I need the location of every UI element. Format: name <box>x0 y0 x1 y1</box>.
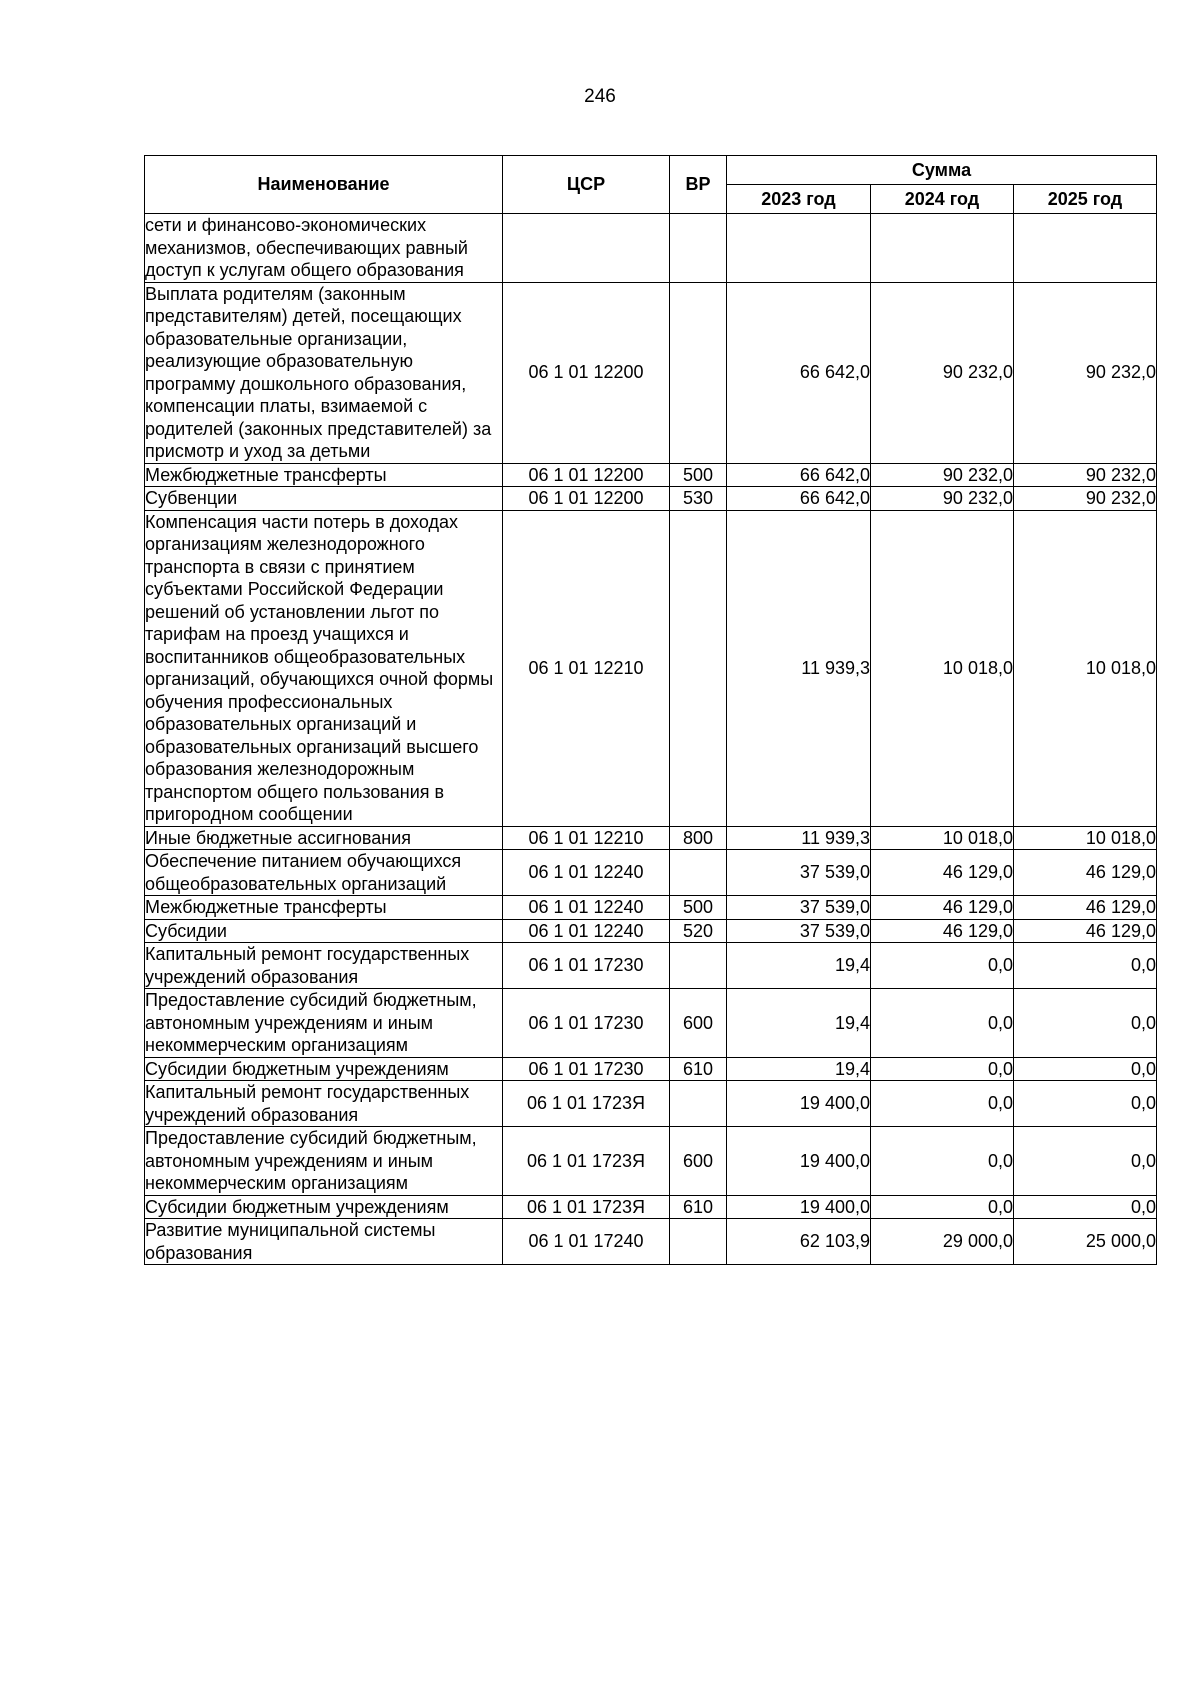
table-row <box>145 850 1157 896</box>
row-name-cell: Предоставление субсидий бюджетным, автономным учреждениям и иным некоммерческим организациям <box>145 989 503 1058</box>
header-name: Наименование <box>145 156 503 214</box>
row-sum-2024-cell: 0,0 <box>871 1127 1014 1196</box>
table-row <box>145 826 1157 850</box>
row-vr-cell <box>670 510 727 826</box>
row-name-cell: Субвенции <box>145 487 503 511</box>
table-row <box>145 989 1157 1058</box>
row-sum-2025-cell: 46 129,0 <box>1014 919 1157 943</box>
row-csr-cell: 06 1 01 12240 <box>503 896 670 920</box>
row-sum-2023-cell: 19 400,0 <box>727 1195 871 1219</box>
row-csr-cell: 06 1 01 17230 <box>503 989 670 1058</box>
row-sum-2025-cell: 10 018,0 <box>1014 826 1157 850</box>
row-name-cell: сети и финансово-экономических механизмов, обеспечивающих равный доступ к услугам общего образования <box>145 214 503 283</box>
row-vr-cell: 610 <box>670 1195 727 1219</box>
row-csr-cell: 06 1 01 12240 <box>503 919 670 943</box>
page-number: 246 <box>584 86 616 107</box>
table-row <box>145 1195 1157 1219</box>
budget-table <box>144 155 1157 1265</box>
row-sum-2025-cell <box>1014 214 1157 283</box>
row-name-cell: Межбюджетные трансферты <box>145 463 503 487</box>
table-row <box>145 919 1157 943</box>
row-sum-2023-cell: 11 939,3 <box>727 510 871 826</box>
row-name-cell: Субсидии <box>145 919 503 943</box>
row-sum-2023-cell: 66 642,0 <box>727 282 871 463</box>
table-row <box>145 1127 1157 1196</box>
row-name-cell: Субсидии бюджетным учреждениям <box>145 1195 503 1219</box>
row-name-cell: Межбюджетные трансферты <box>145 896 503 920</box>
table-row <box>145 510 1157 826</box>
row-sum-2024-cell: 90 232,0 <box>871 282 1014 463</box>
header-row-top <box>145 156 1157 185</box>
table-body <box>145 214 1157 1265</box>
row-name-cell: Выплата родителям (законным представителям) детей, посещающих образовательные организации, реализующие образовательную программу дошкольного образования, компенсации платы, взимаемой с родителей (законных представителей) за присмотр и уход за детьми <box>145 282 503 463</box>
row-name-cell: Капитальный ремонт государственных учреждений образования <box>145 943 503 989</box>
row-sum-2024-cell: 90 232,0 <box>871 487 1014 511</box>
header-year-2024: 2024 год <box>871 185 1014 214</box>
row-vr-cell <box>670 1081 727 1127</box>
table-row <box>145 1057 1157 1081</box>
row-sum-2023-cell: 19,4 <box>727 1057 871 1081</box>
row-sum-2023-cell: 19 400,0 <box>727 1081 871 1127</box>
row-sum-2025-cell: 46 129,0 <box>1014 850 1157 896</box>
row-sum-2023-cell: 37 539,0 <box>727 919 871 943</box>
row-sum-2024-cell: 90 232,0 <box>871 463 1014 487</box>
header-csr: ЦСР <box>503 156 670 214</box>
row-csr-cell <box>503 214 670 283</box>
row-vr-cell <box>670 1219 727 1265</box>
row-vr-cell <box>670 214 727 283</box>
row-csr-cell: 06 1 01 12240 <box>503 850 670 896</box>
row-sum-2024-cell: 0,0 <box>871 1195 1014 1219</box>
row-sum-2023-cell: 37 539,0 <box>727 896 871 920</box>
row-sum-2025-cell: 90 232,0 <box>1014 282 1157 463</box>
row-sum-2023-cell: 37 539,0 <box>727 850 871 896</box>
row-vr-cell: 500 <box>670 463 727 487</box>
row-sum-2024-cell: 10 018,0 <box>871 826 1014 850</box>
row-sum-2025-cell: 0,0 <box>1014 1195 1157 1219</box>
row-vr-cell: 500 <box>670 896 727 920</box>
table-row <box>145 1081 1157 1127</box>
row-csr-cell: 06 1 01 1723Я <box>503 1081 670 1127</box>
row-sum-2024-cell: 29 000,0 <box>871 1219 1014 1265</box>
row-sum-2024-cell: 0,0 <box>871 1057 1014 1081</box>
row-name-cell: Иные бюджетные ассигнования <box>145 826 503 850</box>
row-sum-2023-cell: 19,4 <box>727 943 871 989</box>
row-sum-2024-cell: 0,0 <box>871 1081 1014 1127</box>
table-row <box>145 282 1157 463</box>
row-csr-cell: 06 1 01 1723Я <box>503 1127 670 1196</box>
row-vr-cell: 520 <box>670 919 727 943</box>
row-name-cell: Развитие муниципальной системы образования <box>145 1219 503 1265</box>
row-sum-2023-cell: 66 642,0 <box>727 487 871 511</box>
row-sum-2025-cell: 0,0 <box>1014 1081 1157 1127</box>
row-sum-2025-cell: 46 129,0 <box>1014 896 1157 920</box>
row-sum-2024-cell: 46 129,0 <box>871 896 1014 920</box>
row-name-cell: Компенсация части потерь в доходах организациям железнодорожного транспорта в связи с принятием субъектами Российской Федерации решений об установлении льгот по тарифам на проезд учащихся и воспитанников общеобразовательных организаций, обучающихся очной формы обучения профессиональных образовательных организаций и образовательных организаций высшего образования железнодорожным транспортом общего пользования в пригородном сообщении <box>145 510 503 826</box>
row-sum-2025-cell: 90 232,0 <box>1014 463 1157 487</box>
row-vr-cell: 600 <box>670 989 727 1058</box>
table-row <box>145 1219 1157 1265</box>
table-row <box>145 463 1157 487</box>
row-csr-cell: 06 1 01 17230 <box>503 1057 670 1081</box>
table-row <box>145 943 1157 989</box>
row-name-cell: Предоставление субсидий бюджетным, автономным учреждениям и иным некоммерческим организациям <box>145 1127 503 1196</box>
row-csr-cell: 06 1 01 1723Я <box>503 1195 670 1219</box>
row-csr-cell: 06 1 01 17230 <box>503 943 670 989</box>
row-sum-2023-cell <box>727 214 871 283</box>
row-sum-2024-cell: 46 129,0 <box>871 850 1014 896</box>
row-vr-cell <box>670 943 727 989</box>
table-row <box>145 214 1157 283</box>
row-sum-2024-cell: 46 129,0 <box>871 919 1014 943</box>
row-name-cell: Капитальный ремонт государственных учреждений образования <box>145 1081 503 1127</box>
row-sum-2023-cell: 11 939,3 <box>727 826 871 850</box>
row-sum-2025-cell: 25 000,0 <box>1014 1219 1157 1265</box>
row-csr-cell: 06 1 01 12200 <box>503 282 670 463</box>
row-csr-cell: 06 1 01 12200 <box>503 487 670 511</box>
row-vr-cell <box>670 850 727 896</box>
row-csr-cell: 06 1 01 17240 <box>503 1219 670 1265</box>
row-sum-2024-cell: 0,0 <box>871 943 1014 989</box>
row-csr-cell: 06 1 01 12210 <box>503 826 670 850</box>
header-year-2023: 2023 год <box>727 185 871 214</box>
row-sum-2025-cell: 0,0 <box>1014 943 1157 989</box>
header-year-2025: 2025 год <box>1014 185 1157 214</box>
row-sum-2024-cell: 0,0 <box>871 989 1014 1058</box>
row-vr-cell <box>670 282 727 463</box>
row-csr-cell: 06 1 01 12200 <box>503 463 670 487</box>
row-sum-2023-cell: 19,4 <box>727 989 871 1058</box>
table-row <box>145 896 1157 920</box>
row-sum-2023-cell: 62 103,9 <box>727 1219 871 1265</box>
row-vr-cell: 530 <box>670 487 727 511</box>
row-sum-2024-cell: 10 018,0 <box>871 510 1014 826</box>
row-sum-2025-cell: 90 232,0 <box>1014 487 1157 511</box>
row-sum-2025-cell: 0,0 <box>1014 989 1157 1058</box>
row-vr-cell: 610 <box>670 1057 727 1081</box>
row-csr-cell: 06 1 01 12210 <box>503 510 670 826</box>
row-sum-2023-cell: 19 400,0 <box>727 1127 871 1196</box>
row-sum-2025-cell: 0,0 <box>1014 1127 1157 1196</box>
row-name-cell: Обеспечение питанием обучающихся общеобразовательных организаций <box>145 850 503 896</box>
header-sum: Сумма <box>727 156 1157 185</box>
row-vr-cell: 600 <box>670 1127 727 1196</box>
header-vr: ВР <box>670 156 727 214</box>
table-row <box>145 487 1157 511</box>
row-sum-2024-cell <box>871 214 1014 283</box>
row-sum-2025-cell: 10 018,0 <box>1014 510 1157 826</box>
row-name-cell: Субсидии бюджетным учреждениям <box>145 1057 503 1081</box>
table-header <box>145 156 1157 214</box>
row-sum-2023-cell: 66 642,0 <box>727 463 871 487</box>
row-vr-cell: 800 <box>670 826 727 850</box>
row-sum-2025-cell: 0,0 <box>1014 1057 1157 1081</box>
